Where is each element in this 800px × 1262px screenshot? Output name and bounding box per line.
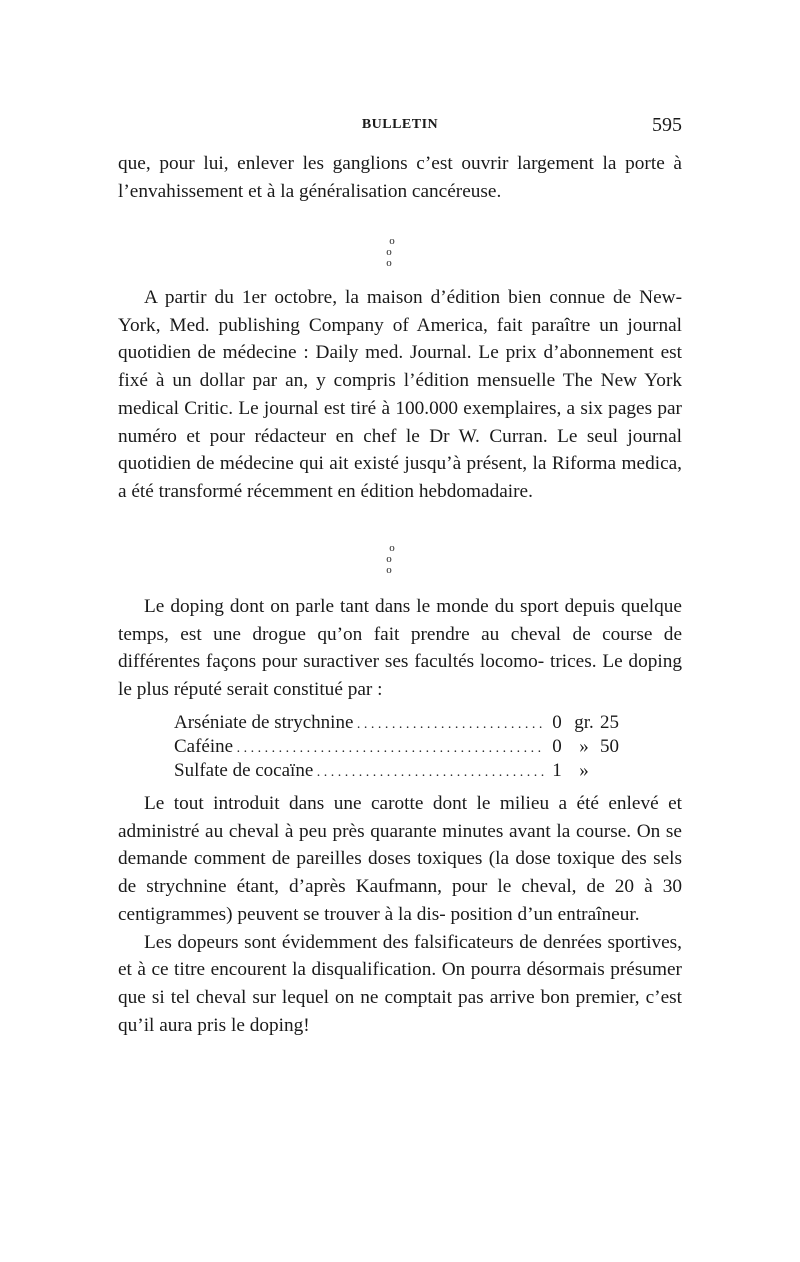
text-line: quelque temps, est une drogue qu’on fait prendre au cheval de — [118, 596, 682, 645]
separator-glyph: o — [389, 542, 395, 554]
separator-glyph: o — [389, 235, 395, 247]
ingredient-fraction: 25 — [600, 712, 619, 733]
ingredient-unit: » — [579, 736, 589, 757]
text-line: 100.000 exemplaires, a six pages par numéro et pour rédacteur — [118, 397, 682, 447]
section-separator — [380, 542, 404, 576]
paragraph-text — [118, 150, 682, 205]
text-line: d’abonnement est fixé à un dollar par an, y compris l’édition — [118, 342, 682, 392]
formula-row — [174, 735, 634, 759]
text-line: récemment en édition hebdomadaire. — [247, 480, 533, 502]
doping-formula — [174, 711, 634, 783]
paragraph-text — [118, 284, 682, 506]
separator-glyph: o o — [386, 246, 398, 269]
paragraph-daily-med-journal — [118, 284, 682, 506]
text-line: sportives, et à ce titre encourent la disqualification. On pourra — [118, 931, 682, 981]
text-line: un journal quotidien de médecine : Daily med. Journal. Le prix — [118, 314, 683, 364]
text-line: Le doping dont on parle tant dans le monde du sport depuis — [144, 596, 615, 617]
page-number: 595 — [652, 114, 682, 136]
paragraph-text — [118, 929, 682, 1040]
running-title: BULLETIN — [361, 117, 439, 132]
ingredient-unit: gr. — [574, 712, 594, 733]
text-line: le cheval, de 20 à 30 centigrammes) peuvent se trouver à la dis- — [118, 876, 683, 925]
ingredient-amount: 0 — [552, 712, 562, 733]
text-line: mensuelle The New York medical Critic. Le journal est tiré à — [118, 370, 683, 419]
separator-glyph: o o — [386, 553, 398, 576]
text-line: Les dopeurs sont évidemment des falsificateurs de denrées — [144, 931, 602, 953]
ingredient-fraction: 50 — [600, 736, 619, 757]
formula-row — [174, 711, 634, 735]
text-line: en chef le Dr W. Curran. Le seul journal quotidien de médecine — [118, 425, 682, 475]
text-line: Le tout introduit dans une carotte dont le milieu a été enlevé — [144, 793, 659, 814]
paragraph-text — [118, 593, 682, 704]
text-line: course. On se demande comment de pareilles doses toxiques (la — [118, 820, 682, 870]
ingredient-amount: 0 — [552, 736, 562, 757]
ingredient-amount: 1 — [552, 760, 562, 781]
text-line: qui ait existé jusqu’à présent, la Riforma medica, a été transformé — [118, 453, 683, 502]
formula-row — [174, 759, 634, 783]
text-line: course de différentes façons pour suractiver ses facultés locomo- — [118, 623, 683, 673]
paragraph-cancer-conclusion — [118, 150, 682, 205]
text-line: A partir du 1er octobre, la maison d’édition bien connue de — [144, 287, 632, 308]
section-separator — [380, 235, 404, 269]
paragraph-text — [118, 790, 682, 929]
text-line: porte à l’envahissement et à la généralisation cancéreuse. — [118, 153, 682, 202]
page-header — [118, 114, 682, 141]
paragraph-doping-administration — [118, 790, 682, 1039]
ingredient-unit: » — [579, 760, 589, 781]
paragraph-doping-intro — [118, 593, 682, 704]
text-line: que, pour lui, enlever les ganglions c’est ouvrir largement la — [118, 153, 617, 174]
text-line: position d’un entraîneur. — [450, 903, 640, 925]
text-line: désormais présumer que si tel cheval sur lequel on ne comptait — [118, 959, 682, 1008]
text-line: New-York, Med. publishing Company of America, fait paraître — [118, 287, 682, 336]
text-line: pas arrive bon premier, c’est qu’il aura pris le doping! — [118, 986, 682, 1036]
ingredient-name: Arséniate de strychnine . . . — [174, 711, 544, 737]
text-line: dose toxique des sels de strychnine étant, d’après Kaufmann, pour — [118, 848, 682, 898]
ingredient-name: Caféine . . . — [174, 735, 544, 761]
text-line: et administré au cheval à peu près quarante minutes avant la — [118, 793, 683, 842]
ingredient-name: Sulfate de cocaïne . . . — [174, 759, 544, 785]
text-line: trices. Le doping le plus réputé serait constitué par : — [118, 651, 682, 701]
